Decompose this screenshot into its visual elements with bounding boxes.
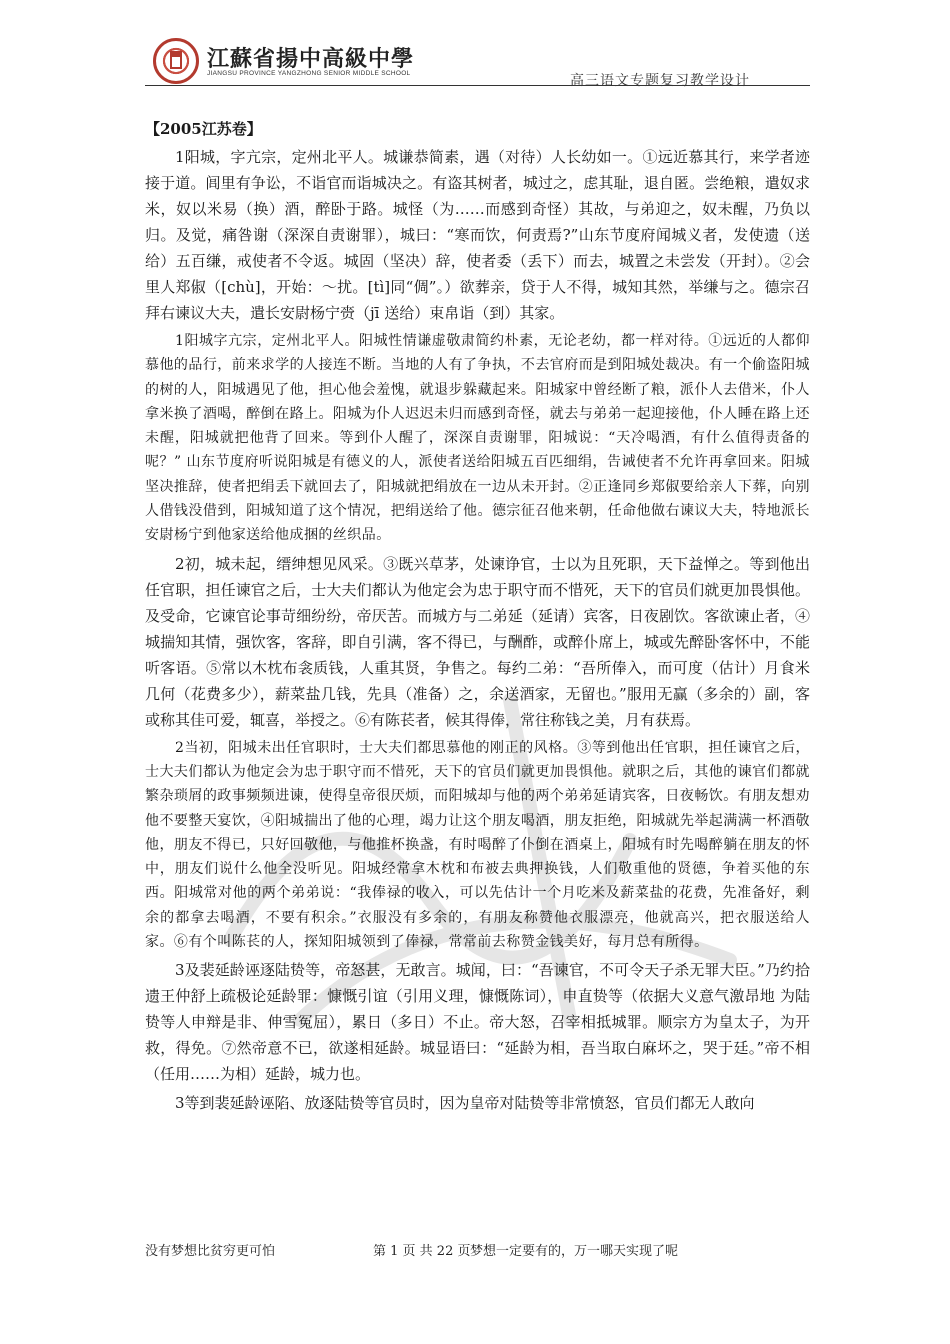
document-body — [145, 116, 810, 1119]
school-name-en: JIANGSU PROVINCE YANGZHONG SENIOR MIDDLE SCHOOL — [207, 70, 411, 77]
page-footer — [145, 1240, 810, 1262]
school-name-cn: 江蘇省揚中高級中學 — [207, 47, 415, 72]
paragraph-translation-3: 3等到裴延龄诬陷、放逐陆贽等官员时，因为皇帝对陆贽等非常愤怒，官员们都无人敢向 — [175, 1094, 755, 1113]
footer-motto-left: 没有梦想比贫穷更可怕 — [145, 1244, 276, 1259]
header-divider — [145, 85, 810, 86]
paragraph-translation-1: 1阳城字亢宗，定州北平人。阳城性情谦虚敬肃简约朴素，无论老幼，都一样对待。①远近的人都仰慕他的品行，前来求学的人接连不断。当地的人有了争执，不去官府而是到阳城处裁决。有一个偷盗阳城的树的人，阳城遇见了他，担心他会羞愧，就退步躲藏起来。阳城家中曾经断了粮，派仆人去借米，仆人拿米换了酒喝，醉倒在路上。阳城为仆人迟迟未归而感到奇怪，就去与弟弟一起迎接他，仆人睡在路上还未醒，阳城就把他背了回来。等到仆人醒了，深深自责谢罪，阳城说：“天冷喝酒，有什么值得责备的呢？” 山东节度府听说阳城是有德义的人，派使者送给阳城五百匹细绢，告诫使者不允许再拿回来。阳城坚决推辞，使者把绢丢下就回去了，阳城就把绢放在一边从未开封。②正逢同乡郑俶要给亲人下葬，向别人借钱没借到，阳城知道了这个情况，把绢送给了他。德宗征召他来朝，任命他做右谏议大夫，特地派长安尉杨宁到他家送给他成捆的丝织品。 — [145, 333, 810, 544]
paragraph-original-1: 1阳城，字亢宗，定州北平人。城谦恭简素，遇（对待）人长幼如一。①远近慕其行，来学者迹接于道。闾里有争讼，不诣官而诣城决之。有盗其树者，城过之，虑其耻，退自匿。尝绝粮，遣奴求米，奴以米易（换）酒，醉卧于路。城怪（为……而感到奇怪）其故，与弟迎之，奴未醒，乃负以归。及觉，痛咎谢（深深自责谢罪），城曰：“寒而饮，何责焉?”山东节度府闻城义者，发使遗（送给）五百缣，戒使者不令返。城固（坚决）辞，使者委（丢下）而去，城置之未尝发（开封）。②会里人郑俶（[chù]，开始：～扰。[tì]同“倜”。）欲葬亲，贷于人不得，城知其然，举缣与之。德宗召拜右谏议大夫，遣长安尉杨宁赍（jī 送给）束帛诣（到）其家。 — [145, 148, 810, 322]
school-logo-icon — [153, 38, 199, 84]
page-header — [145, 34, 810, 90]
footer-motto-right: 梦想一定要有的，万一哪天实现了呢 — [470, 1244, 679, 1259]
section-title: 【2005江苏卷】 — [145, 120, 262, 138]
paragraph-translation-2: 2当初，阳城未出任官职时，士大夫们都思慕他的刚正的风格。③等到他出任官职，担任谏官之后，士大夫们都认为他定会为忠于职守而不惜死，天下的官员们就更加畏惧他。就职之后，其他的谏官们都就繁杂琐屑的政事频频进谏，使得皇帝很厌烦，而阳城却与他的两个弟弟延请宾客，日夜畅饮。有朋友想劝他不要整天宴饮，④阳城揣出了他的心理，竭力让这个朋友喝酒，朋友拒绝，阳城就先举起满满一杯酒敬他，朋友不得已，只好回敬他，与他推杯换盏，有时喝醉了仆倒在酒桌上，阳城有时先喝醉躺在朋友的怀中，朋友们说什么他全没听见。阳城经常拿木枕和布被去典押换钱，人们敬重他的贤德，争着买他的东西。阳城常对他的两个弟弟说：“我俸禄的收入，可以先估计一个月吃米及薪菜盐的花费，先准备好，剩余的都拿去喝酒，不要有积余。”衣服没有多余的，有朋友称赞他衣服漂亮，他就高兴，把衣服送给人家。⑥有个叫陈苌的人，探知阳城领到了俸禄，常常前去称赞金钱美好，每月总有所得。 — [145, 739, 810, 951]
paragraph-original-2: 2初，城未起，缙绅想见风采。③既兴草茅，处谏诤官，士以为且死职，天下益惮之。等到他出任官职，担任谏官之后，士大夫们都认为他定会为忠于职守而不惜死，天下的官员们就更加畏惧他。及受命，它谏官论事苛细纷纷，帝厌苦。而城方与二弟延（延请）宾客，日夜剧饮。客欲谏止者，④城揣知其情，强饮客，客辞，即自引满，客不得已，与酬酢，或醉仆席上，城或先醉卧客怀中，不能听客语。⑤常以木枕布衾质钱，人重其贤，争售之。每约二弟：“吾所俸入，而可度（估计）月食米几何（花费多少），薪菜盐几钱，先具（准备）之，余送酒家，无留也。”服用无赢（多余的）副，客或称其佳可爱，辄喜，举授之。⑥有陈苌者，候其得俸，常往称钱之美，月有获焉。 — [145, 554, 810, 729]
page-number: 第 1 页 共 22 页 — [373, 1244, 471, 1259]
course-title: 高三语文专题复习教学设计 — [570, 73, 750, 89]
paragraph-original-3: 3及裴延龄诬逐陆贽等，帝怒甚，无敢言。城闻，曰：“吾谏官，不可令天子杀无罪大臣。”乃约拾遗王仲舒上疏极论延龄罪：慷慨引谊（引用义理，慷慨陈词），申直贽等（依据大义意气激昂地 为陆贽等人申辩是非、伸雪冤屈），累日（多日）不止。帝大怒，召宰相抵城罪。顺宗方为皇太子，为开救，得免。⑦然帝意不已，欲遂相延龄。城显语曰：“延龄为相，吾当取白麻坏之，哭于廷。”帝不相（任用……为相）延龄，城力也。 — [145, 961, 810, 1084]
